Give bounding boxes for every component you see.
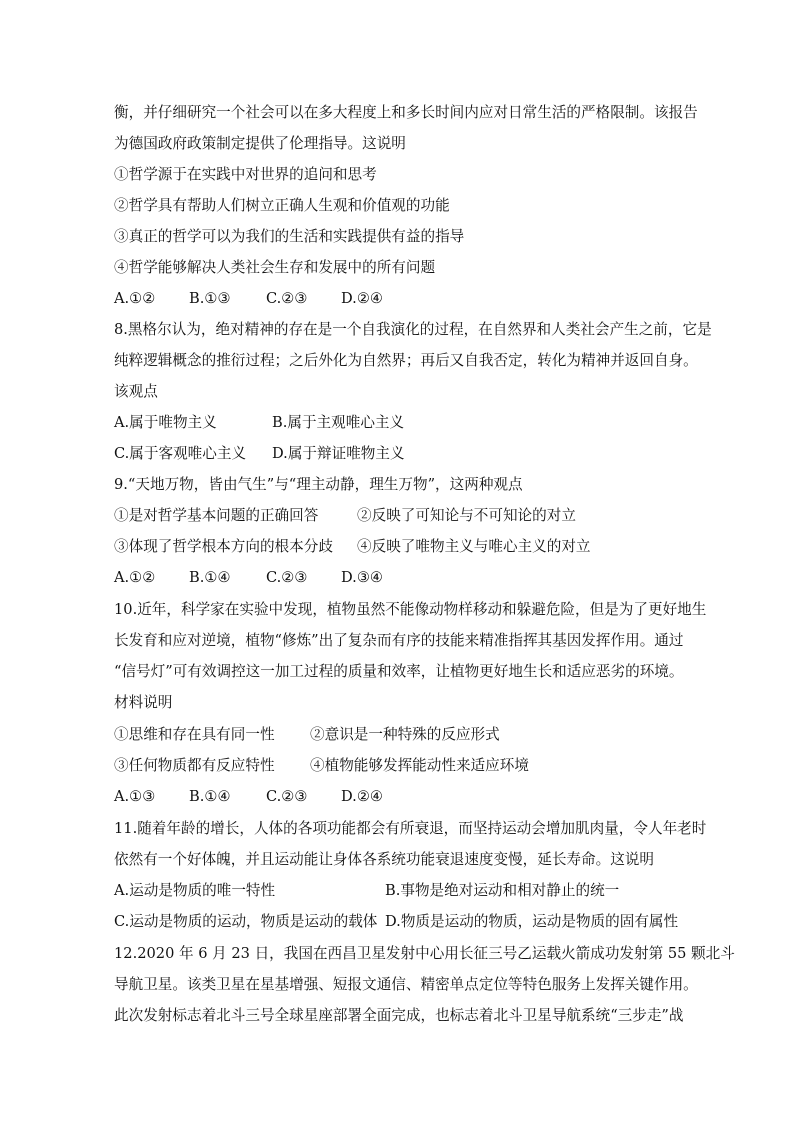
q8-stem: 8.黑格尔认为，绝对精神的存在是一个自我演化的过程，在自然界和人类社会产生之前，它是: [114, 321, 712, 338]
q8-stem: 该观点: [114, 383, 158, 400]
q10-option-c: C.②③: [266, 788, 308, 805]
q9-statement: ②反映了可知论与不可知论的对立: [357, 507, 576, 524]
q10-statement: ①思维和存在具有同一性: [114, 726, 275, 743]
q9-option-c: C.②③: [266, 569, 308, 586]
q10-option-a: A.①③: [114, 788, 156, 805]
q9-statement: ①是对哲学基本问题的正确回答: [114, 507, 319, 524]
q12-stem: 导航卫星。该类卫星在星基增强、短报文通信、精密单点定位等特色服务上发挥关键作用。: [114, 976, 698, 993]
intro-line: 为德国政府政策制定提供了伦理指导。这说明: [114, 135, 406, 152]
q10-option-b: B.①④: [189, 788, 231, 805]
q11-option-b: B.事物是绝对运动和相对静止的统一: [385, 882, 620, 899]
q9-option-b: B.①④: [189, 569, 231, 586]
q8-option-c: C.属于客观唯心主义: [114, 445, 247, 462]
q11-option-a: A.运动是物质的唯一特性: [114, 882, 276, 899]
q10-statement: ③任何物质都有反应特性: [114, 757, 275, 774]
q10-statement: ②意识是一种特殊的反应形式: [310, 726, 500, 743]
q8-option-d: D.属于辩证唯物主义: [272, 445, 405, 462]
q11-option-d: D.物质是运动的物质，运动是物质的固有属性: [385, 913, 679, 930]
q11-option-c: C.运动是物质的运动，物质是运动的载体: [114, 913, 378, 930]
q9-statement: ③体现了哲学根本方向的根本分歧: [114, 538, 333, 555]
q7-statement: ④哲学能够解决人类社会生存和发展中的所有问题: [114, 259, 436, 276]
q7-statement: ①哲学源于在实践中对世界的追问和思考: [114, 166, 377, 183]
q9-option-a: A.①②: [114, 569, 156, 586]
q7-option-c: C.②③: [266, 290, 308, 307]
q9-option-d: D.③④: [341, 569, 383, 586]
q9-stem: 9.“天地万物，皆由气生”与“理主动静，理生万物”，这两种观点: [114, 476, 523, 493]
q8-option-a: A.属于唯物主义: [114, 414, 217, 431]
q7-option-d: D.②④: [341, 290, 383, 307]
q11-stem: 11.随着年龄的增长，人体的各项功能都会有所衰退，而坚持运动会增加肌肉量，令人年老时: [114, 820, 707, 837]
q12-stem: 此次发射标志着北斗三号全球星座部署全面完成，也标志着北斗卫星导航系统“三步走”战: [114, 1007, 684, 1024]
q12-stem: 12.2020 年 6 月 23 日，我国在西昌卫星发射中心用长征三号乙运载火箭成功发射第 55 颗北斗: [114, 945, 735, 962]
q11-stem: 依然有一个好体魄，并且运动能让身体各系统功能衰退速度变慢，延长寿命。这说明: [114, 851, 654, 868]
q10-stem: “信号灯”可有效调控这一加工过程的质量和效率，让植物更好地生长和适应恶劣的环境。: [114, 663, 684, 680]
q7-statement: ②哲学具有帮助人们树立正确人生观和价值观的功能: [114, 197, 450, 214]
q10-option-d: D.②④: [341, 788, 383, 805]
q10-stem: 长发育和应对逆境，植物“修炼”出了复杂而有序的技能来精准指挥其基因发挥作用。通过: [114, 632, 684, 649]
intro-line: 衡，并仔细研究一个社会可以在多大程度上和多长时间内应对日常生活的严格限制。该报告: [114, 104, 698, 121]
q7-option-a: A.①②: [114, 290, 156, 307]
q7-statement: ③真正的哲学可以为我们的生活和实践提供有益的指导: [114, 228, 465, 245]
q10-stem: 材料说明: [114, 694, 173, 711]
q7-option-b: B.①③: [189, 290, 231, 307]
q9-statement: ④反映了唯物主义与唯心主义的对立: [357, 538, 591, 555]
q8-stem: 纯粹逻辑概念的推衍过程；之后外化为自然界；再后又自我否定，转化为精神并返回自身。: [114, 352, 698, 369]
q10-statement: ④植物能够发挥能动性来适应环境: [310, 757, 529, 774]
q10-stem: 10.近年，科学家在实验中发现，植物虽然不能像动物样移动和躲避危险，但是为了更好地生: [114, 601, 707, 618]
q8-option-b: B.属于主观唯心主义: [272, 414, 405, 431]
